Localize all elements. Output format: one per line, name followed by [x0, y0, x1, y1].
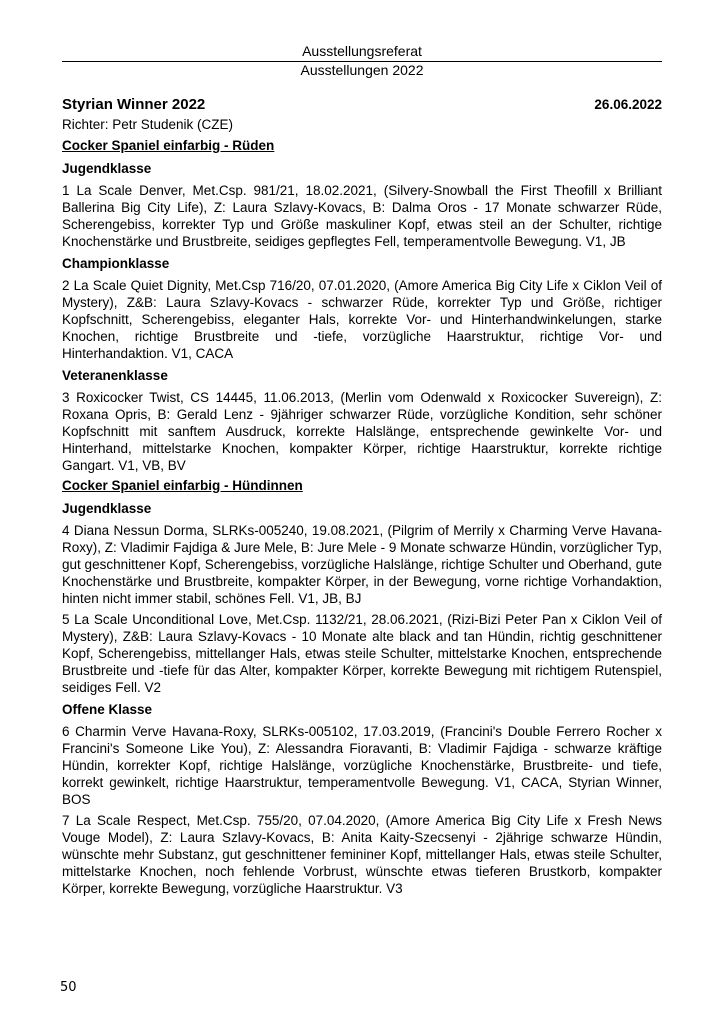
- breed-heading: Cocker Spaniel einfarbig - Rüden: [62, 138, 275, 153]
- document-page: [62, 0, 662, 897]
- class-heading: Offene Klasse: [62, 702, 153, 717]
- entry-paragraph: 3 Roxicocker Twist, CS 14445, 11.06.2013, (Merlin vom Odenwald x Roxicocker Suvereign), Z: Roxana Opris, B: Gerald Lenz - 9jähriger schwarzer Rüde, vorzügliche Kondition, sehr schöner Kopfschnitt mit sanftem Ausdruck, korrekte Halslänge, entsprechende gewinkelte Vor- und Hinterhand, mittelstarke Knochen, kompakter Körper, richtige Haarstruktur, korrekte richtige Gangart. V1, VB, BV: [62, 390, 662, 473]
- entry-paragraph: 6 Charmin Verve Havana-Roxy, SLRKs-005102, 17.03.2019, (Francini's Double Ferrero Rocher x Francini's Someone Like You), Z: Alessandra Fioravanti, B: Vladimir Fajdiga - schwarze kräftige Hündin, korrekter Kopf, richtige Halslänge, vorzügliche Knochenstärke, Brustbreite- und tiefe, korrekt gewinkelt, richtige Haarstruktur, temperamentvolle Bewegung. V1, CACA, Styrian Winner, BOS: [62, 724, 662, 807]
- class-heading: Championklasse: [62, 256, 170, 271]
- entry-paragraph: 1 La Scale Denver, Met.Csp. 981/21, 18.02.2021, (Silvery-Snowball the First Theofill x Brilliant Ballerina Big City Life), Z: Laura Szlavy-Kovacs, B: Dalma Oros - 17 Monate schwarzer Rüde, Scherengebiss, korrekter Typ und Größe maskuliner Kopf, etwas steil an der Schulter, richtige Knochenstärke und Brustbreite, seidiges gepflegtes Fell, temperamentvolle Bewegung. V1, JB: [62, 183, 662, 249]
- show-date: 26.06.2022: [594, 97, 662, 112]
- judge-line: Richter: Petr Studenik (CZE): [62, 117, 234, 132]
- entry-paragraph: 7 La Scale Respect, Met.Csp. 755/20, 07.04.2020, (Amore America Big City Life x Fresh News Vouge Model), Z: Laura Szlavy-Kovacs, B: Anita Kaity-Szecsenyi - 2jährige schwarze Hündin, wünschte mehr Substanz, gut geschnittener femininer Kopf, mittellanger Hals, etwas steile Schulter, mittelstarke Knochen, noch fehlende Vorbrust, wünschte etwas tieferen Brustkorb, kompakter Körper, korrekte Bewegung, vorzügliche Haarstruktur. V3: [62, 813, 662, 896]
- class-heading: Veteranenklasse: [62, 368, 168, 383]
- entry-paragraph: 4 Diana Nessun Dorma, SLRKs-005240, 19.08.2021, (Pilgrim of Merrily x Charming Verve Havana-Roxy), Z: Vladimir Fajdiga & Jure Mele, B: Jure Mele - 9 Monate schwarze Hündin, vorzüglicher Typ, gut geschnittener Kopf, Scherengebiss, vorzügliche Halslänge, richtige Schulter und Oberhand, gute Knochenstärke und Brustbreite, kompakter Körper, in der Bewegung, vorne richtige Vorhandaktion, hinten nicht immer stabil, schönes Fell. V1, JB, BJ: [62, 523, 662, 606]
- entry-paragraph: 5 La Scale Unconditional Love, Met.Csp. 1132/21, 28.06.2021, (Rizi-Bizi Peter Pan x Ciklon Veil of Mystery), Z&B: Laura Szlavy-Kovacs - 10 Monate alte black and tan Hündin, richtig geschnittener Kopf, Scherengebiss, mittellanger Hals, etwas steile Schulter, mittelstarke Knochen, entsprechende Brustbreite und -tiefe für das Alter, kompakter Körper, korrekte Bewegung mit richtigem Rutenspiel, seidiges Fell. V2: [62, 612, 662, 695]
- class-heading: Jugendklasse: [62, 501, 152, 516]
- entry-paragraph: 2 La Scale Quiet Dignity, Met.Csp 716/20, 07.01.2020, (Amore America Big City Life x Ciklon Veil of Mystery), Z&B: Laura Szlavy-Kovacs - schwarzer Rüde, korrekter Typ und Größe, richtiger Kopfschnitt, Scherengebiss, eleganter Hals, korrekte Vor- und Hinterhandwinkelungen, starke Knochen, richtige Brustbreite und -tiefe, vorzügliche Haarstruktur, richtige Vor- und Hinterhandaktion. V1, CACA: [62, 278, 662, 361]
- breed-heading: Cocker Spaniel einfarbig - Hündinnen: [62, 478, 303, 493]
- show-heading: [62, 96, 662, 114]
- page-number: 50: [60, 980, 77, 995]
- class-heading: Jugendklasse: [62, 161, 152, 176]
- running-subheader: Ausstellungen 2022: [300, 62, 424, 78]
- running-header: Ausstellungsreferat: [302, 43, 422, 59]
- show-title: Styrian Winner 2022: [62, 96, 206, 113]
